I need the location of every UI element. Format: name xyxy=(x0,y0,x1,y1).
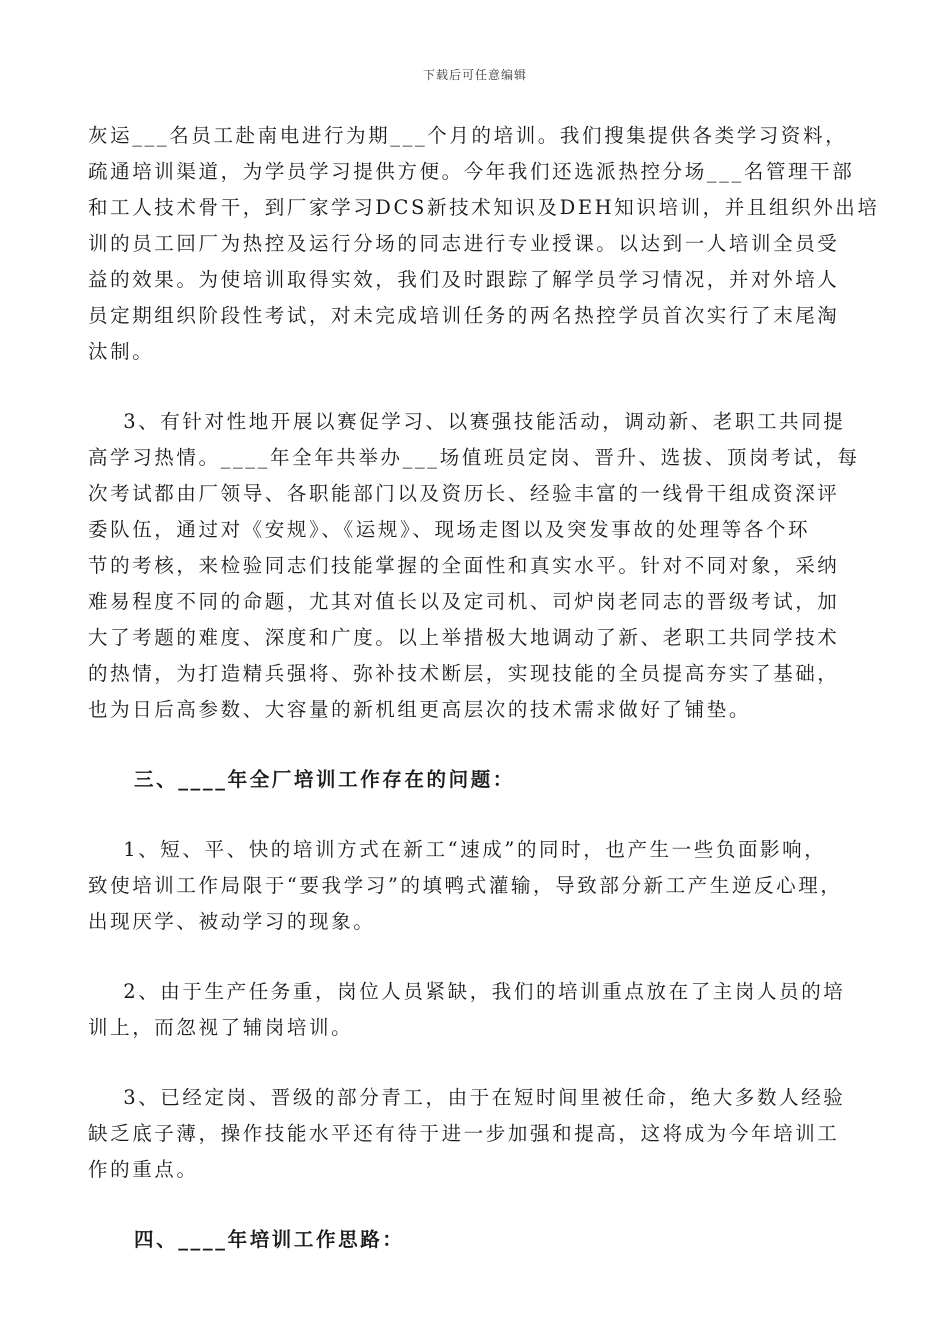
paragraph-line: 汰制。 xyxy=(88,340,155,363)
paragraph-line: 灰运___名员工赴南电进行为期___个月的培训。我们搜集提供各类学习资料， xyxy=(88,124,848,147)
paragraph-spacer xyxy=(88,940,860,974)
paragraph-line: 3、有针对性地开展以赛促学习、以赛强技能活动，调动新、老职工共同提 xyxy=(88,410,846,433)
page-header-note: 下载后可任意编辑 xyxy=(422,68,527,82)
paragraph-line: 1、短、平、快的培训方式在新工“速成”的同时，也产生一些负面影响， xyxy=(88,838,827,861)
heading-text: 四、____年培训工作思路： xyxy=(134,1228,405,1251)
paragraph-line: 也为日后高参数、大容量的新机组更高层次的技术需求做好了铺垫。 xyxy=(88,698,752,721)
paragraph-line: 次考试都由厂领导、各职能部门以及资历长、经验丰富的一线骨干组成资深评 xyxy=(88,482,840,505)
section-heading xyxy=(88,1222,860,1258)
section-heading xyxy=(88,762,860,798)
paragraph-line: 大了考题的难度、深度和广度。以上举措极大地调动了新、老职工共同学技术 xyxy=(88,626,840,649)
paragraph-line: 致使培训工作局限于“要我学习”的填鸭式灌输，导致部分新工产生逆反心理， xyxy=(88,874,843,897)
paragraph xyxy=(88,1080,860,1188)
paragraph-line: 难易程度不同的命题，尤其对值长以及定司机、司炉岗老同志的晋级考试，加 xyxy=(88,590,840,613)
paragraph-line: 员定期组织阶段性考试，对未完成培训任务的两名热控学员首次实行了末尾淘 xyxy=(88,304,840,327)
paragraph-line: 疏通培训渠道，为学员学习提供方便。今年我们还选派热控分场___名管理干部 xyxy=(88,160,855,183)
paragraph-spacer xyxy=(88,1046,860,1080)
paragraph-line: 高学习热情。____年全年共举办___场值班员定岗、晋升、选拔、顶岗考试，每 xyxy=(88,446,860,469)
paragraph-spacer xyxy=(88,728,860,762)
paragraph xyxy=(88,404,860,728)
paragraph-line: 的热情，为打造精兵强将、弥补技术断层，实现技能的全员提高夯实了基础， xyxy=(88,662,840,685)
paragraph-line: 节的考核，来检验同志们技能掌握的全面性和真实水平。针对不同对象，采纳 xyxy=(88,554,840,577)
paragraph-line: 缺乏底子薄，操作技能水平还有待于进一步加强和提高，这将成为今年培训工 xyxy=(88,1122,840,1145)
heading-text: 三、____年全厂培训工作存在的问题： xyxy=(134,768,515,791)
paragraph xyxy=(88,832,860,940)
paragraph-line: 益的效果。为使培训取得实效，我们及时跟踪了解学员学习情况，并对外培人 xyxy=(88,268,840,291)
document-body xyxy=(88,118,880,1258)
paragraph xyxy=(88,974,860,1046)
paragraph-line: 委队伍，通过对《安规》、《运规》、现场走图以及突发事故的处理等各个环 xyxy=(88,518,811,541)
paragraph-line: 2、由于生产任务重，岗位人员紧缺，我们的培训重点放在了主岗人员的培 xyxy=(88,980,846,1003)
paragraph-spacer xyxy=(88,798,860,832)
paragraph-line: 3、已经定岗、晋级的部分青工，由于在短时间里被任命，绝大多数人经验 xyxy=(88,1086,846,1109)
paragraph-line: 训上，而忽视了辅岗培训。 xyxy=(88,1016,354,1039)
paragraph-spacer xyxy=(88,1188,860,1222)
paragraph-spacer xyxy=(88,370,860,404)
paragraph-line: 和工人技术骨干，到厂家学习DCS新技术知识及DEH知识培训，并且组织外出培 xyxy=(88,196,880,219)
paragraph-line: 训的员工回厂为热控及运行分场的同志进行专业授课。以达到一人培训全员受 xyxy=(88,232,840,255)
paragraph-line: 作的重点。 xyxy=(88,1158,199,1181)
paragraph-line: 出现厌学、被动学习的现象。 xyxy=(88,910,376,933)
paragraph xyxy=(88,118,880,370)
